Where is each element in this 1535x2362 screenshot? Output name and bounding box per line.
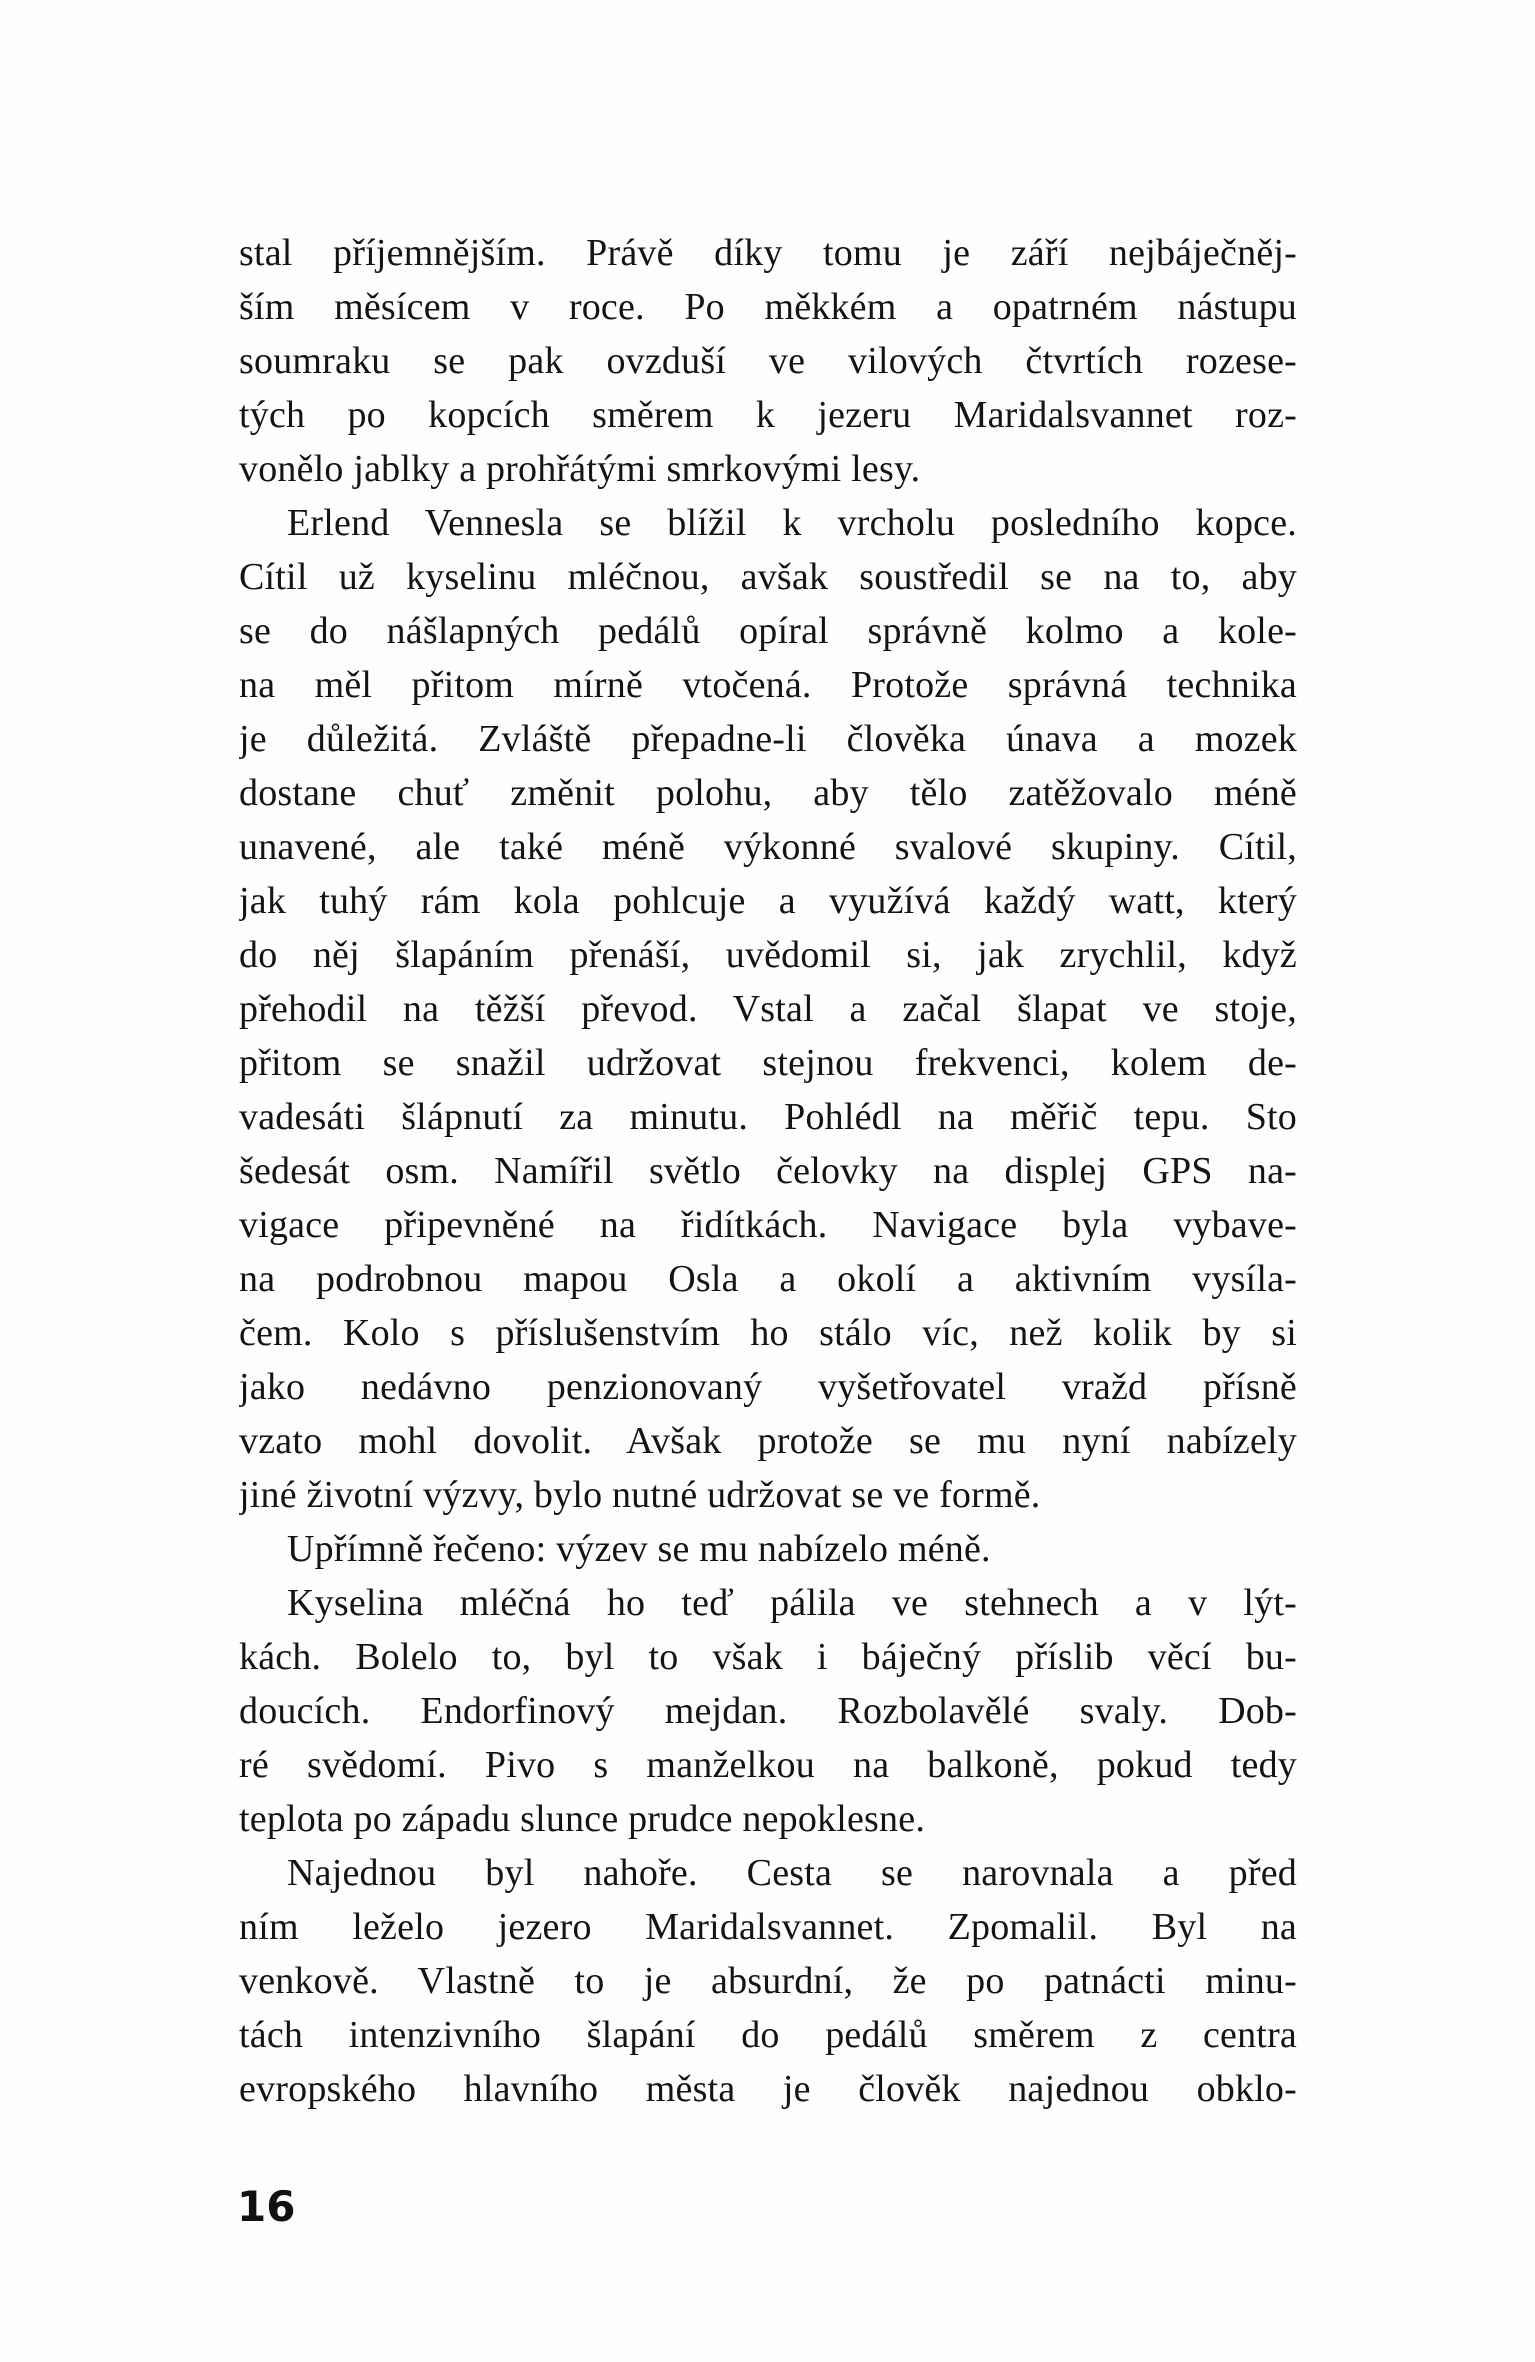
text-line: jak tuhý rám kola pohlcuje a využívá každý watt, který bbox=[239, 880, 1297, 922]
text-line: Cítil už kyselinu mléčnou, avšak soustředil se na to, aby bbox=[239, 556, 1297, 598]
text-line: Kyselina mléčná ho teď pálila ve stehnech a v lýt- bbox=[287, 1582, 1297, 1624]
text-line: čem. Kolo s příslušenstvím ho stálo víc, než kolik by si bbox=[239, 1312, 1297, 1354]
text-line: Najednou byl nahoře. Cesta se narovnala a před bbox=[287, 1852, 1297, 1894]
text-line: vadesáti šlápnutí za minutu. Pohlédl na měřič tepu. Sto bbox=[239, 1096, 1297, 1138]
text-line: unavené, ale také méně výkonné svalové skupiny. Cítil, bbox=[239, 826, 1297, 868]
text-line: teplota po západu slunce prudce nepoklesne. bbox=[239, 1798, 926, 1840]
text-line: doucích. Endorfinový mejdan. Rozbolavělé svaly. Dob- bbox=[239, 1690, 1297, 1732]
text-line: vonělo jablky a prohřátými smrkovými lesy. bbox=[239, 448, 921, 490]
text-line: je důležitá. Zvláště přepadne-li člověka únava a mozek bbox=[239, 718, 1297, 760]
text-line: Erlend Vennesla se blížil k vrcholu posledního kopce. bbox=[287, 502, 1297, 544]
text-line: venkově. Vlastně to je absurdní, že po patnácti minu- bbox=[239, 1960, 1297, 2002]
text-line: přehodil na těžší převod. Vstal a začal šlapat ve stoje, bbox=[239, 988, 1297, 1030]
text-line: vzato mohl dovolit. Avšak protože se mu nyní nabízely bbox=[239, 1420, 1297, 1462]
text-line: tých po kopcích směrem k jezeru Maridalsvannet roz- bbox=[239, 394, 1297, 436]
text-line: šedesát osm. Namířil světlo čelovky na displej GPS na- bbox=[239, 1150, 1297, 1192]
text-line: soumraku se pak ovzduší ve vilových čtvrtích rozese- bbox=[239, 340, 1297, 382]
text-line: přitom se snažil udržovat stejnou frekvenci, kolem de- bbox=[239, 1042, 1297, 1084]
text-line: vigace připevněné na řidítkách. Navigace byla vybave- bbox=[239, 1204, 1297, 1246]
body-text bbox=[239, 226, 1297, 2116]
text-line: evropského hlavního města je člověk najednou obklo- bbox=[239, 2068, 1297, 2110]
text-line: ré svědomí. Pivo s manželkou na balkoně, pokud tedy bbox=[239, 1744, 1297, 1786]
text-line: na měl přitom mírně vtočená. Protože správná technika bbox=[239, 664, 1297, 706]
text-line: se do nášlapných pedálů opíral správně kolmo a kole- bbox=[239, 610, 1297, 652]
page-number: 16 bbox=[237, 2182, 296, 2231]
text-line: ním leželo jezero Maridalsvannet. Zpomalil. Byl na bbox=[239, 1906, 1297, 1948]
text-line: jako nedávno penzionovaný vyšetřovatel vražd přísně bbox=[239, 1366, 1297, 1408]
text-line: kách. Bolelo to, byl to však i báječný příslib věcí bu- bbox=[239, 1636, 1297, 1678]
text-line: na podrobnou mapou Osla a okolí a aktivním vysíla- bbox=[239, 1258, 1297, 1300]
text-line: jiné životní výzvy, bylo nutné udržovat se ve formě. bbox=[239, 1474, 1041, 1516]
text-line: dostane chuť změnit polohu, aby tělo zatěžovalo méně bbox=[239, 772, 1297, 814]
text-line: Upřímně řečeno: výzev se mu nabízelo méně. bbox=[287, 1528, 991, 1570]
text-line: stal příjemnějším. Právě díky tomu je září nejbáječněj- bbox=[239, 232, 1297, 274]
text-line: ším měsícem v roce. Po měkkém a opatrném nástupu bbox=[239, 286, 1297, 328]
text-line: do něj šlapáním přenáší, uvědomil si, jak zrychlil, když bbox=[239, 934, 1297, 976]
text-line: tách intenzivního šlapání do pedálů směrem z centra bbox=[239, 2014, 1297, 2056]
